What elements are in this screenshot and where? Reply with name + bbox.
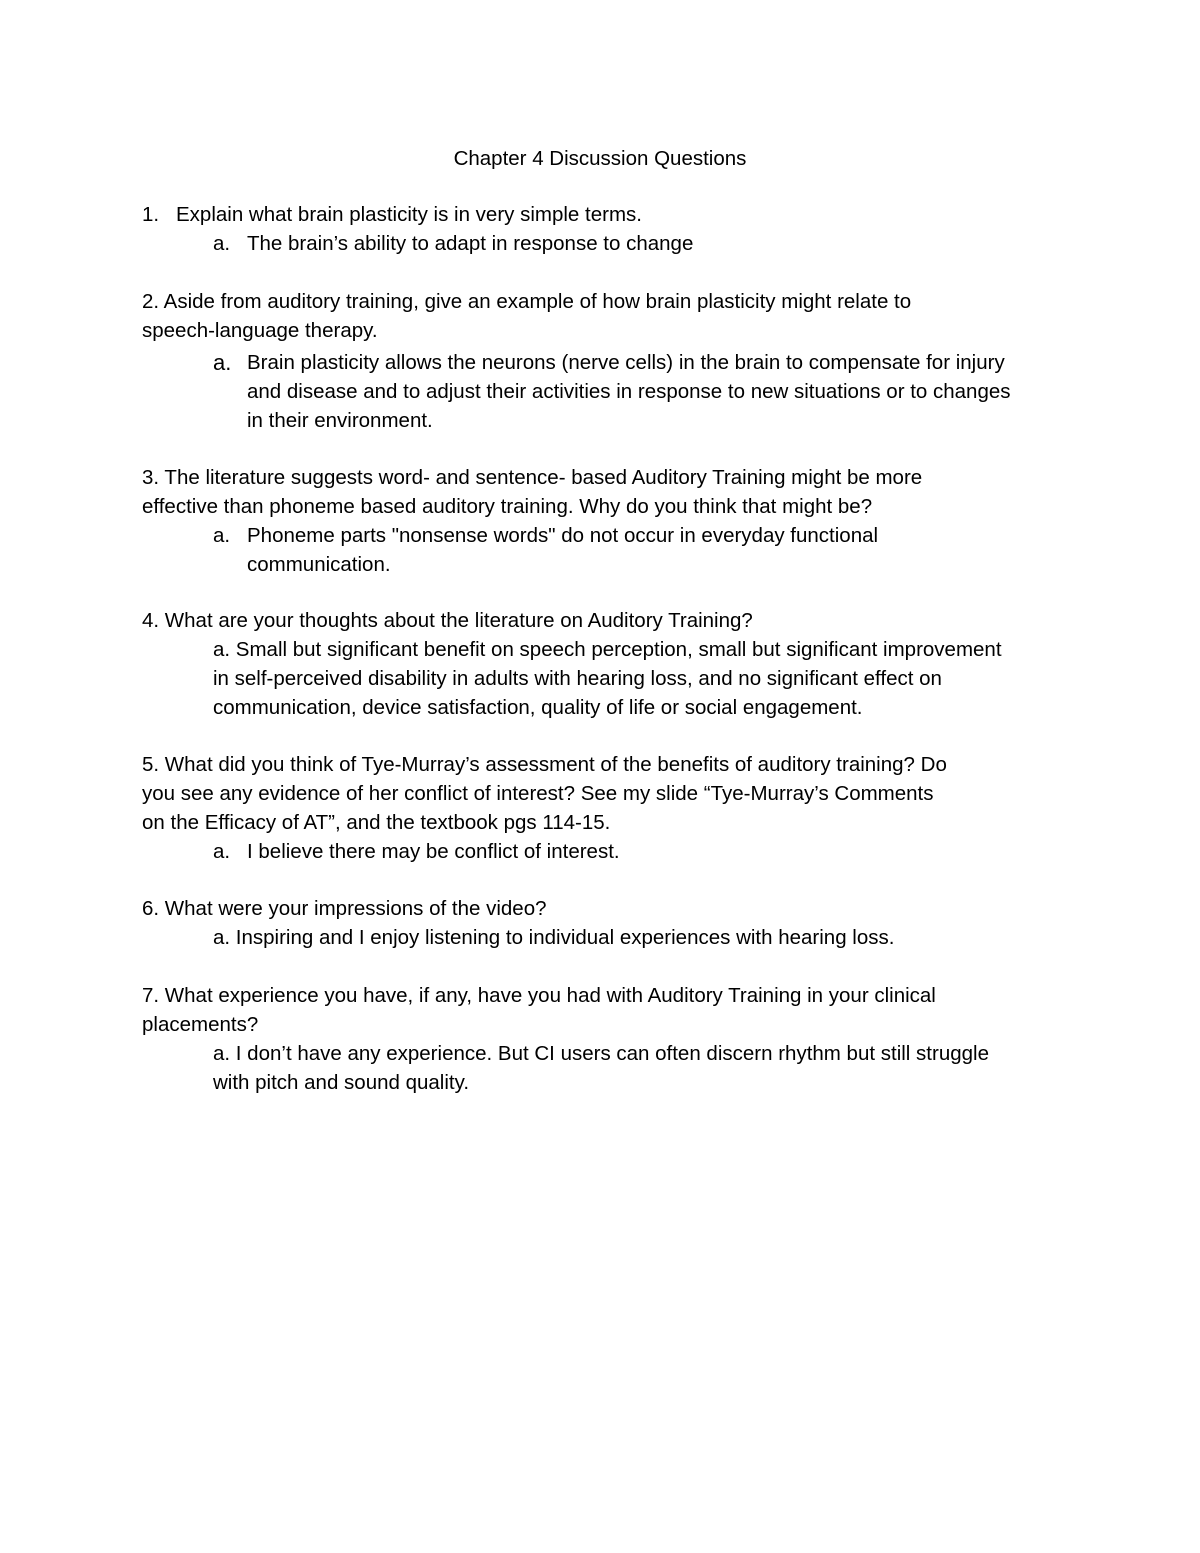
q3-question-line: 3. The literature suggests word- and sentence- based Auditory Training might be more bbox=[142, 466, 923, 489]
q3-question-line: effective than phoneme based auditory training. Why do you think that might be? bbox=[142, 495, 873, 518]
q3-answer-line: Phoneme parts "nonsense words" do not occur in everyday functional bbox=[247, 524, 879, 547]
q4-answer-line: a. Small but significant benefit on speech perception, small but significant improvement bbox=[213, 638, 1002, 661]
q4-question-line: 4. What are your thoughts about the literature on Auditory Training? bbox=[142, 609, 753, 632]
q2-question-line: speech-language therapy. bbox=[142, 319, 378, 342]
q5-answer-marker: a. bbox=[213, 840, 231, 863]
q7-question-line: 7. What experience you have, if any, have you had with Auditory Training in your clinical bbox=[142, 984, 936, 1007]
q2-answer-line: in their environment. bbox=[247, 409, 433, 432]
q5-question-line: 5. What did you think of Tye-Murray’s assessment of the benefits of auditory training? Do bbox=[142, 753, 947, 776]
q3-answer-marker: a. bbox=[213, 524, 231, 547]
q6-question-line: 6. What were your impressions of the video? bbox=[142, 897, 547, 920]
q4-answer-line: in self-perceived disability in adults with hearing loss, and no significant effect on bbox=[213, 667, 942, 690]
q5-question-line: you see any evidence of her conflict of interest? See my slide “Tye-Murray’s Comments bbox=[142, 782, 934, 805]
q6-answer-line: a. Inspiring and I enjoy listening to individual experiences with hearing loss. bbox=[213, 926, 895, 949]
q5-answer: I believe there may be conflict of interest. bbox=[247, 840, 620, 863]
document-title: Chapter 4 Discussion Questions bbox=[453, 147, 747, 170]
q2-answer-line: and disease and to adjust their activities in response to new situations or to changes bbox=[247, 380, 1011, 403]
q2-question-line: 2. Aside from auditory training, give an example of how brain plasticity might relate to bbox=[142, 290, 912, 313]
q5-question-line: on the Efficacy of AT”, and the textbook pgs 114-15. bbox=[142, 811, 611, 834]
q1-answer: The brain’s ability to adapt in response to change bbox=[247, 232, 694, 255]
q7-answer-line: a. I don’t have any experience. But CI users can often discern rhythm but still struggle bbox=[213, 1042, 989, 1065]
q3-answer-line: communication. bbox=[247, 553, 391, 576]
q7-question-line: placements? bbox=[142, 1013, 259, 1036]
q2-answer-line: Brain plasticity allows the neurons (nerve cells) in the brain to compensate for injury bbox=[247, 351, 1005, 374]
q7-answer-line: with pitch and sound quality. bbox=[213, 1071, 470, 1094]
q1-question: Explain what brain plasticity is in very simple terms. bbox=[176, 203, 642, 226]
q1-answer-marker: a. bbox=[213, 232, 231, 255]
q1-number: 1. bbox=[142, 203, 160, 226]
q2-answer-marker: a. bbox=[213, 350, 232, 375]
q4-answer-line: communication, device satisfaction, quality of life or social engagement. bbox=[213, 696, 863, 719]
